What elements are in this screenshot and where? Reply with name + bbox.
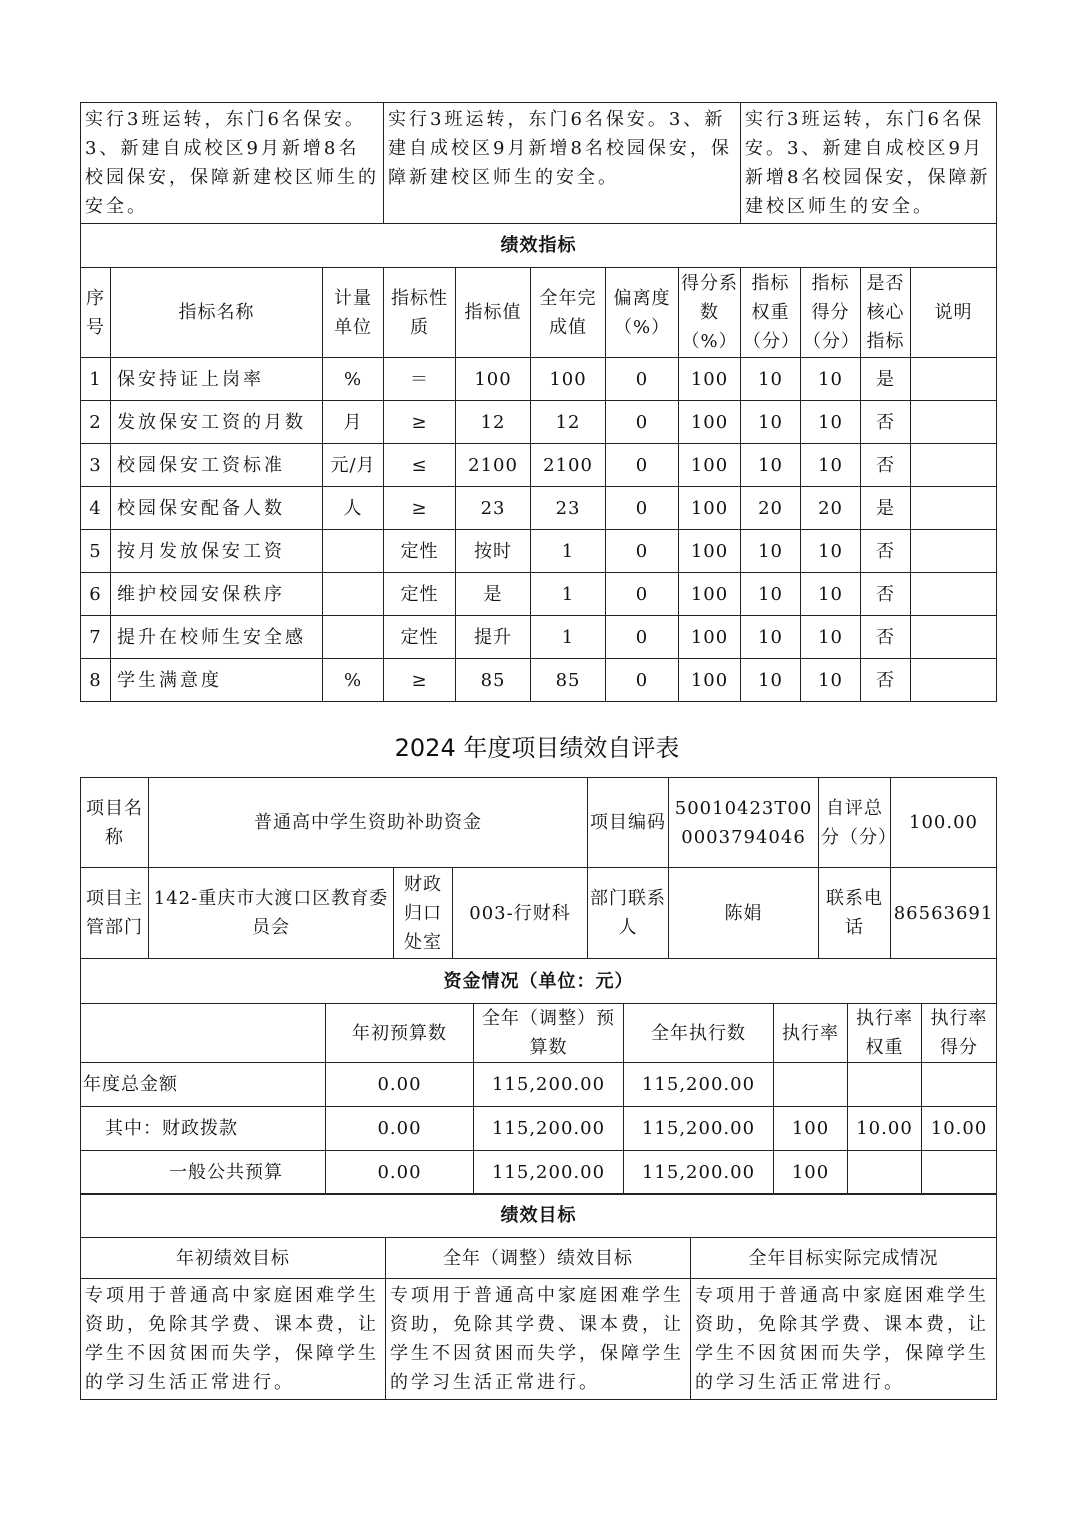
goal-header: 全年目标实际完成情况	[691, 1238, 997, 1279]
table-cell: 12	[531, 401, 606, 444]
label: 项目主管部门	[81, 868, 149, 959]
column-header: 指标得分（分）	[801, 268, 861, 358]
table-cell: 100	[679, 530, 741, 573]
table-cell: 10	[801, 358, 861, 401]
table-cell: 维护校园安保秩序	[111, 573, 323, 616]
goal-cell: 实行3班运转，东门6名保安。3、新建自成校区9月新增8名校园保安，保障新建校区师生的安全。	[81, 103, 384, 224]
table-cell: 按月发放保安工资	[111, 530, 323, 573]
table-cell: ≥	[384, 401, 456, 444]
table-cell	[911, 401, 997, 444]
table-row	[81, 358, 997, 401]
table-cell: 85	[456, 659, 531, 702]
table-cell: 2100	[456, 444, 531, 487]
phone: 86563691	[891, 868, 997, 959]
project-info-table	[80, 777, 997, 959]
table-cell: 85	[531, 659, 606, 702]
project-name: 普通高中学生资助补助资金	[149, 778, 588, 868]
column-header: 全年（调整）预算数	[474, 1004, 624, 1063]
table-row	[81, 616, 997, 659]
goal-header: 全年（调整）绩效目标	[386, 1238, 691, 1279]
table-cell	[922, 1063, 997, 1107]
table-cell: 其中：财政拨款	[81, 1107, 326, 1151]
table-cell: 发放保安工资的月数	[111, 401, 323, 444]
table-cell: 10	[741, 616, 801, 659]
table-cell: 10	[741, 358, 801, 401]
table-cell: 115,200.00	[624, 1151, 774, 1195]
self-score: 100.00	[891, 778, 997, 868]
column-header: 说明	[911, 268, 997, 358]
table-cell: 6	[81, 573, 111, 616]
table-cell: 23	[456, 487, 531, 530]
table-cell: 10	[801, 401, 861, 444]
table-cell: 100	[679, 358, 741, 401]
table-cell: 10	[741, 444, 801, 487]
column-header: 指标值	[456, 268, 531, 358]
table-cell: 10	[801, 659, 861, 702]
table-cell	[922, 1151, 997, 1195]
table-cell	[323, 530, 384, 573]
table-cell: 10	[801, 530, 861, 573]
column-header: 执行率权重	[848, 1004, 922, 1063]
table-cell	[848, 1151, 922, 1195]
section-title: 绩效目标	[81, 1194, 997, 1238]
table-cell: 2	[81, 401, 111, 444]
table-cell: 7	[81, 616, 111, 659]
table-cell: 10.00	[848, 1107, 922, 1151]
goal-cell: 实行3班运转，东门6名保安。3、新建自成校区9月新增8名校园保安，保障新建校区师生的安全。	[384, 103, 741, 224]
table-cell: 12	[456, 401, 531, 444]
column-header: 执行率得分	[922, 1004, 997, 1063]
column-header: 是否核心指标	[861, 268, 911, 358]
table-cell: 100	[679, 659, 741, 702]
table-cell: 人	[323, 487, 384, 530]
table-cell: 否	[861, 616, 911, 659]
table-cell: 保安持证上岗率	[111, 358, 323, 401]
table-cell: 10	[741, 530, 801, 573]
table-cell: 是	[861, 487, 911, 530]
table-cell: ≥	[384, 487, 456, 530]
goal-header: 年初绩效目标	[81, 1238, 386, 1279]
table-cell	[911, 616, 997, 659]
table-cell: 8	[81, 659, 111, 702]
table-cell: 0	[606, 487, 679, 530]
table-cell	[323, 573, 384, 616]
goal-cell: 专项用于普通高中家庭困难学生资助，免除其学费、课本费，让学生不因贫困而失学，保障学生的学习生活正常进行。	[386, 1279, 691, 1400]
table-header-row	[81, 1004, 997, 1063]
table-cell: 115,200.00	[624, 1107, 774, 1151]
table-cell: ≤	[384, 444, 456, 487]
table-row	[81, 1151, 997, 1195]
table-cell: 100	[679, 573, 741, 616]
form-title: 2024 年度项目绩效自评表	[394, 734, 680, 762]
table-cell: 23	[531, 487, 606, 530]
table-header-row	[81, 268, 997, 358]
dept: 142-重庆市大渡口区教育委员会	[149, 868, 394, 959]
section-title: 资金情况（单位：元）	[81, 959, 997, 1004]
table-cell: 1	[531, 573, 606, 616]
table-cell: 1	[531, 530, 606, 573]
table-cell: 月	[323, 401, 384, 444]
table-cell: 定性	[384, 616, 456, 659]
table-cell: 0.00	[326, 1063, 474, 1107]
label: 项目编码	[588, 778, 669, 868]
table-cell: 否	[861, 444, 911, 487]
column-header: 全年执行数	[624, 1004, 774, 1063]
table-cell: 10	[801, 616, 861, 659]
table-cell: 100	[774, 1151, 848, 1195]
column-header: 指标名称	[111, 268, 323, 358]
column-header	[81, 1004, 326, 1063]
table-cell: 否	[861, 530, 911, 573]
goal-text-row	[81, 103, 997, 224]
office: 003-行财科	[453, 868, 588, 959]
table-cell: 3	[81, 444, 111, 487]
table-row	[81, 1107, 997, 1151]
funds-table	[80, 958, 997, 1195]
table-cell: 按时	[456, 530, 531, 573]
table-cell: 否	[861, 659, 911, 702]
table-cell: 115,200.00	[624, 1063, 774, 1107]
table-cell	[911, 358, 997, 401]
column-header: 指标性质	[384, 268, 456, 358]
table-cell	[774, 1063, 848, 1107]
table-cell: 0	[606, 659, 679, 702]
table-cell: 校园保安工资标准	[111, 444, 323, 487]
table-cell: 100	[679, 401, 741, 444]
table-cell: 是	[456, 573, 531, 616]
table-cell: 0	[606, 573, 679, 616]
table-cell: 115,200.00	[474, 1107, 624, 1151]
table-row	[81, 487, 997, 530]
goal-cell: 专项用于普通高中家庭困难学生资助，免除其学费、课本费，让学生不因贫困而失学，保障学生的学习生活正常进行。	[81, 1279, 386, 1400]
column-header: 指标权重（分）	[741, 268, 801, 358]
column-header: 执行率	[774, 1004, 848, 1063]
table-cell	[911, 659, 997, 702]
label: 自评总分（分）	[819, 778, 891, 868]
table-cell: 0	[606, 530, 679, 573]
table-cell: 4	[81, 487, 111, 530]
table-cell	[323, 616, 384, 659]
table-cell: 10	[741, 573, 801, 616]
table-cell: 0	[606, 358, 679, 401]
label: 联系电话	[819, 868, 891, 959]
table-cell: %	[323, 358, 384, 401]
column-header: 全年完成值	[531, 268, 606, 358]
table-cell: 100	[679, 616, 741, 659]
table-cell: 0	[606, 444, 679, 487]
column-header: 偏离度（%）	[606, 268, 679, 358]
table-cell: 学生满意度	[111, 659, 323, 702]
table-cell: 一般公共预算	[81, 1151, 326, 1195]
table-cell: 2100	[531, 444, 606, 487]
table-cell	[911, 487, 997, 530]
table-cell: %	[323, 659, 384, 702]
table-cell: 定性	[384, 573, 456, 616]
table-cell: 0	[606, 616, 679, 659]
table-cell: 0.00	[326, 1151, 474, 1195]
table-row	[81, 1063, 997, 1107]
table-row	[81, 573, 997, 616]
table-cell: ≥	[384, 659, 456, 702]
goals-table	[80, 1193, 997, 1400]
table-cell: 10	[801, 444, 861, 487]
table-cell	[911, 573, 997, 616]
indicator-table	[80, 102, 997, 702]
contact: 陈娟	[669, 868, 819, 959]
table-cell: 提升	[456, 616, 531, 659]
column-header: 序号	[81, 268, 111, 358]
table-row	[81, 659, 997, 702]
table-cell	[911, 444, 997, 487]
table-cell: 1	[81, 358, 111, 401]
goal-cell: 专项用于普通高中家庭困难学生资助，免除其学费、课本费，让学生不因贫困而失学，保障学生的学习生活正常进行。	[691, 1279, 997, 1400]
table-cell: 100	[531, 358, 606, 401]
column-header: 年初预算数	[326, 1004, 474, 1063]
section-title: 绩效指标	[81, 224, 997, 268]
table-cell: 115,200.00	[474, 1063, 624, 1107]
table-cell: 10	[741, 659, 801, 702]
table-cell: 100	[774, 1107, 848, 1151]
table-cell: 1	[531, 616, 606, 659]
label: 项目名称	[81, 778, 149, 868]
table-cell: 115,200.00	[474, 1151, 624, 1195]
table-cell: 100	[456, 358, 531, 401]
table-cell: 0.00	[326, 1107, 474, 1151]
table-cell: 年度总金额	[81, 1063, 326, 1107]
table-cell: 10.00	[922, 1107, 997, 1151]
goal-cell: 实行3班运转，东门6名保安。3、新建自成校区9月新增8名校园保安，保障新建校区师生的安全。	[741, 103, 997, 224]
table-cell: 0	[606, 401, 679, 444]
column-header: 计量单位	[323, 268, 384, 358]
table-cell: 元/月	[323, 444, 384, 487]
project-code: 50010423T000003794046	[669, 778, 819, 868]
table-row	[81, 530, 997, 573]
table-row	[81, 444, 997, 487]
table-cell: 20	[741, 487, 801, 530]
table-cell: 否	[861, 573, 911, 616]
table-cell: 定性	[384, 530, 456, 573]
table-cell	[848, 1063, 922, 1107]
table-cell: 10	[741, 401, 801, 444]
table-cell: 20	[801, 487, 861, 530]
column-header: 得分系数（%）	[679, 268, 741, 358]
table-cell: 5	[81, 530, 111, 573]
table-cell: 校园保安配备人数	[111, 487, 323, 530]
table-cell: 100	[679, 487, 741, 530]
label: 财政归口处室	[394, 868, 453, 959]
label: 部门联系人	[588, 868, 669, 959]
table-cell: 否	[861, 401, 911, 444]
table-cell	[911, 530, 997, 573]
table-cell: 100	[679, 444, 741, 487]
table-cell: 10	[801, 573, 861, 616]
table-cell: ＝	[384, 358, 456, 401]
table-cell: 提升在校师生安全感	[111, 616, 323, 659]
table-row	[81, 401, 997, 444]
table-cell: 是	[861, 358, 911, 401]
